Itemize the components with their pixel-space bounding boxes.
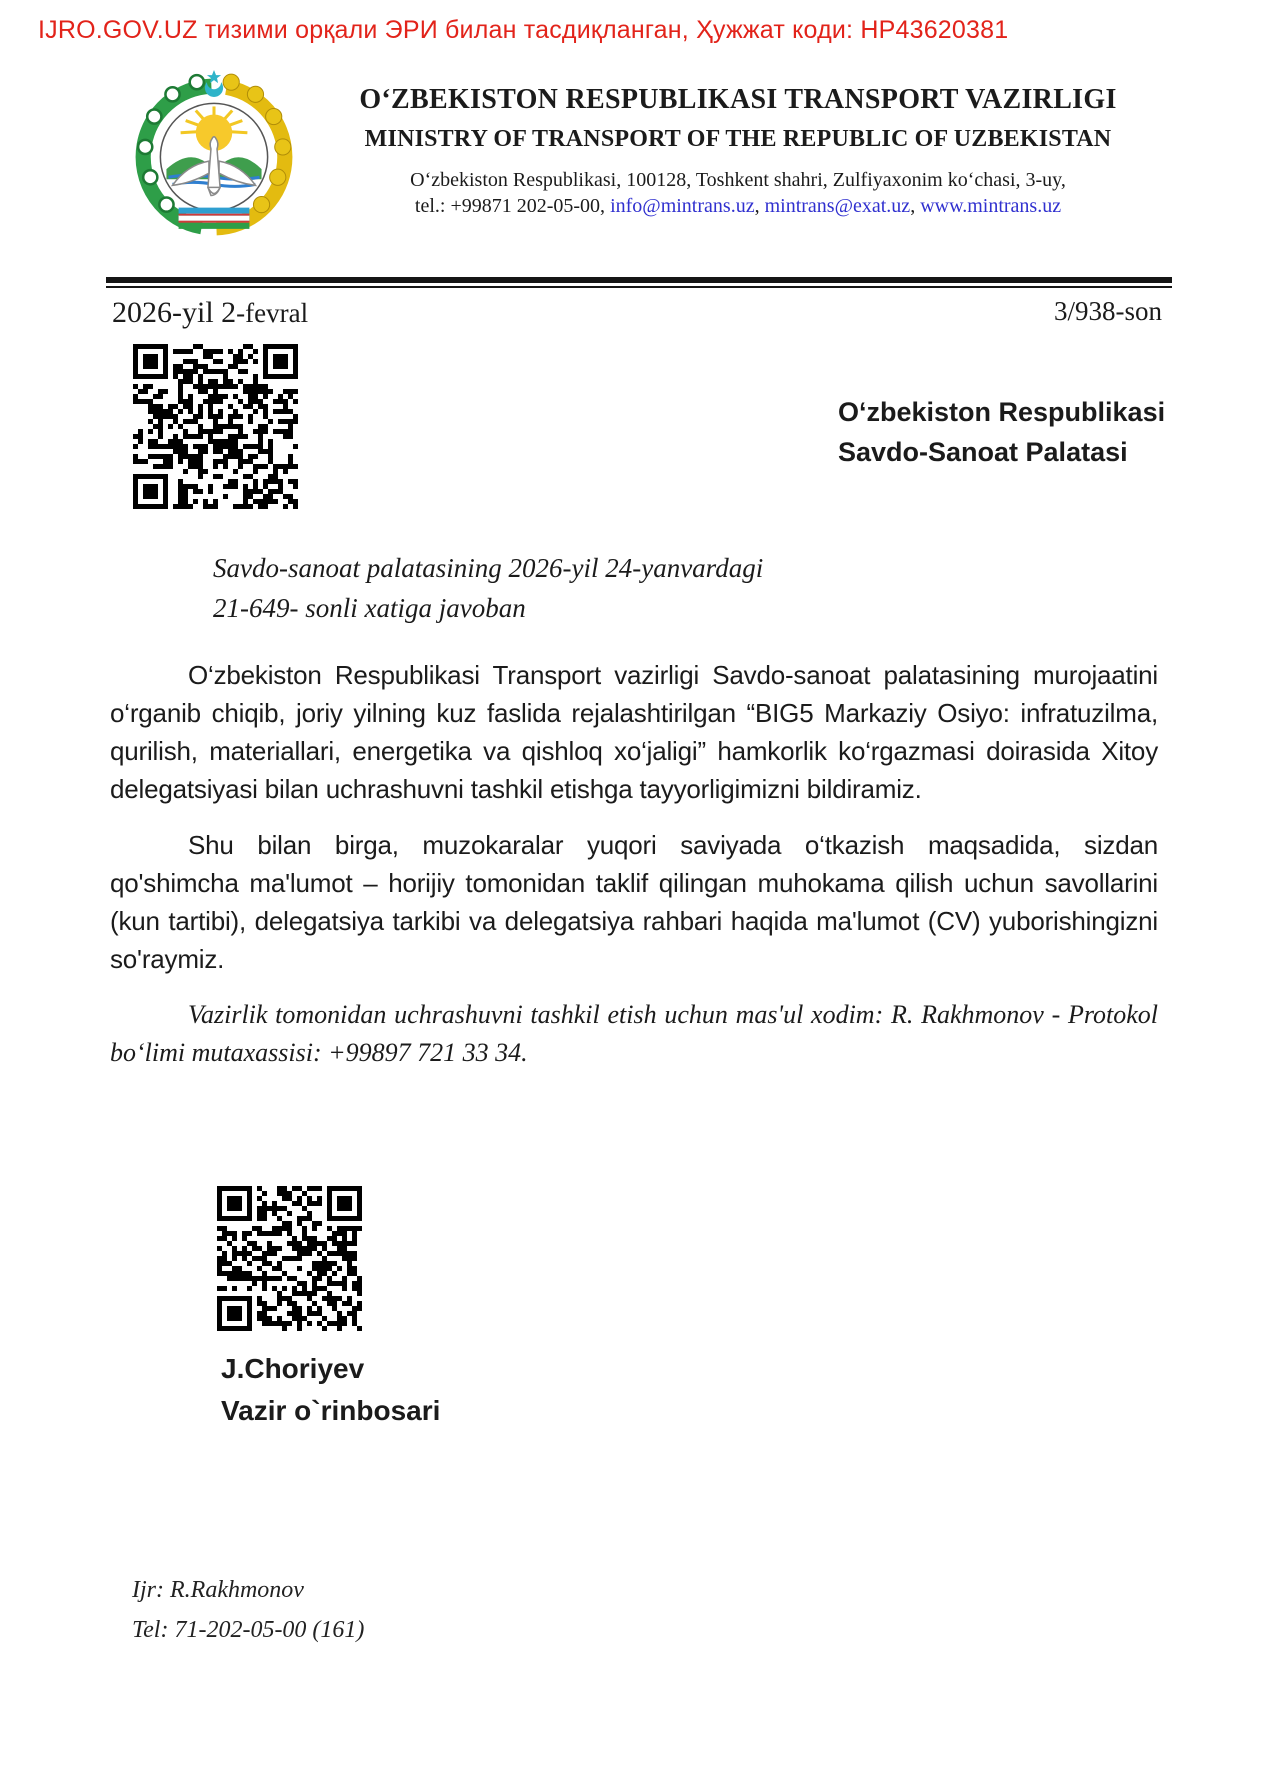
signer-title: Vazir o`rinbosari [221, 1395, 441, 1426]
signer-name: J.Choriyev [221, 1353, 365, 1384]
letter-number: 3/938-son [1054, 296, 1162, 326]
link-separator: , [754, 195, 765, 217]
reply-reference [213, 548, 763, 628]
signature-qr-code [217, 1186, 362, 1331]
signature-block [221, 1348, 440, 1432]
divider-thick-line [106, 277, 1172, 283]
executor-phone: Tel: 71-202-05-00 (161) [132, 1617, 365, 1643]
executor-name: Ijr: R.Rakhmonov [132, 1577, 304, 1603]
body-paragraph-2: Shu bilan birga, muzokaralar yuqori saviyada o‘tkazish maqsadida, sizdan qo'shimcha ma'lumot – horijiy tomonidan taklif qilingan muhokama qilish uchun savollarini (kun tartibi), delegatsiya tarkibi va delegatsiya rahbari haqida ma'lumot (CV) yuborishingizni so'raymiz. [110, 830, 1158, 974]
ministry-title-uz: O‘ZBEKISTON RESPUBLIKASI TRANSPORT VAZIRLIGI [359, 84, 1117, 115]
addressee-block [838, 392, 1165, 472]
email-link-exat[interactable]: mintrans@exat.uz [764, 195, 911, 217]
tel-prefix: tel.: +99871 202-05-00, [414, 195, 611, 217]
email-link-info[interactable]: info@mintrans.uz [610, 195, 755, 217]
letter-date: 2026-yil 2-fevral [112, 296, 309, 329]
executor-footer [132, 1570, 364, 1650]
letterhead-divider [106, 277, 1172, 288]
reference-line1: Savdo-sanoat palatasining 2026-yil 24-yanvardagi [213, 553, 764, 583]
ministry-address: O‘zbekiston Respublikasi, 100128, Toshkent shahri, Zulfiyaxonim ko‘chasi, 3-uy, [410, 169, 1066, 191]
letterhead [128, 68, 1176, 240]
eri-verification-notice: IJRO.GOV.UZ тизими орқали ЭРИ билан тасдиқланган, Ҳужжат коди: HP43620381 [38, 16, 1009, 44]
divider-thin-line [106, 286, 1172, 288]
website-link[interactable]: www.mintrans.uz [920, 195, 1062, 217]
letter-body [110, 656, 1158, 1072]
verification-qr-code [133, 344, 298, 509]
letter-meta-row [112, 296, 1162, 330]
link-separator: , [910, 195, 921, 217]
body-paragraph-1: O‘zbekiston Respublikasi Transport vazirligi Savdo-sanoat palatasining murojaatini o‘rganib chiqib, joriy yilning kuz faslida rejalashtirilgan “BIG5 Markaziy Osiyo: infratuzilma, qurilish, materiallari, energetika va qishloq xo‘jaligi” hamkorlik ko‘rgazmasi doirasida Xitoy delegatsiyasi bilan uchrashuvni tashkil etishga tayyorligimizni bildiramiz. [110, 660, 1158, 804]
letterhead-text [300, 68, 1176, 218]
uzbekistan-emblem-icon [128, 68, 300, 240]
addressee-line2: Savdo-Sanoat Palatasi [838, 437, 1128, 467]
body-paragraph-3: Vazirlik tomonidan uchrashuvni tashkil etish uchun mas'ul xodim: R. Rakhmonov - Protokol bo‘limi mutaxassisi: +99897 721 33 34. [110, 1000, 1158, 1067]
reference-line2: 21-649- sonli xatiga javoban [213, 593, 526, 623]
addressee-line1: O‘zbekiston Respublikasi [838, 397, 1166, 427]
ministry-contacts [300, 195, 1176, 218]
ministry-title-en: MINISTRY OF TRANSPORT OF THE REPUBLIC OF UZBEKISTAN [364, 126, 1112, 152]
